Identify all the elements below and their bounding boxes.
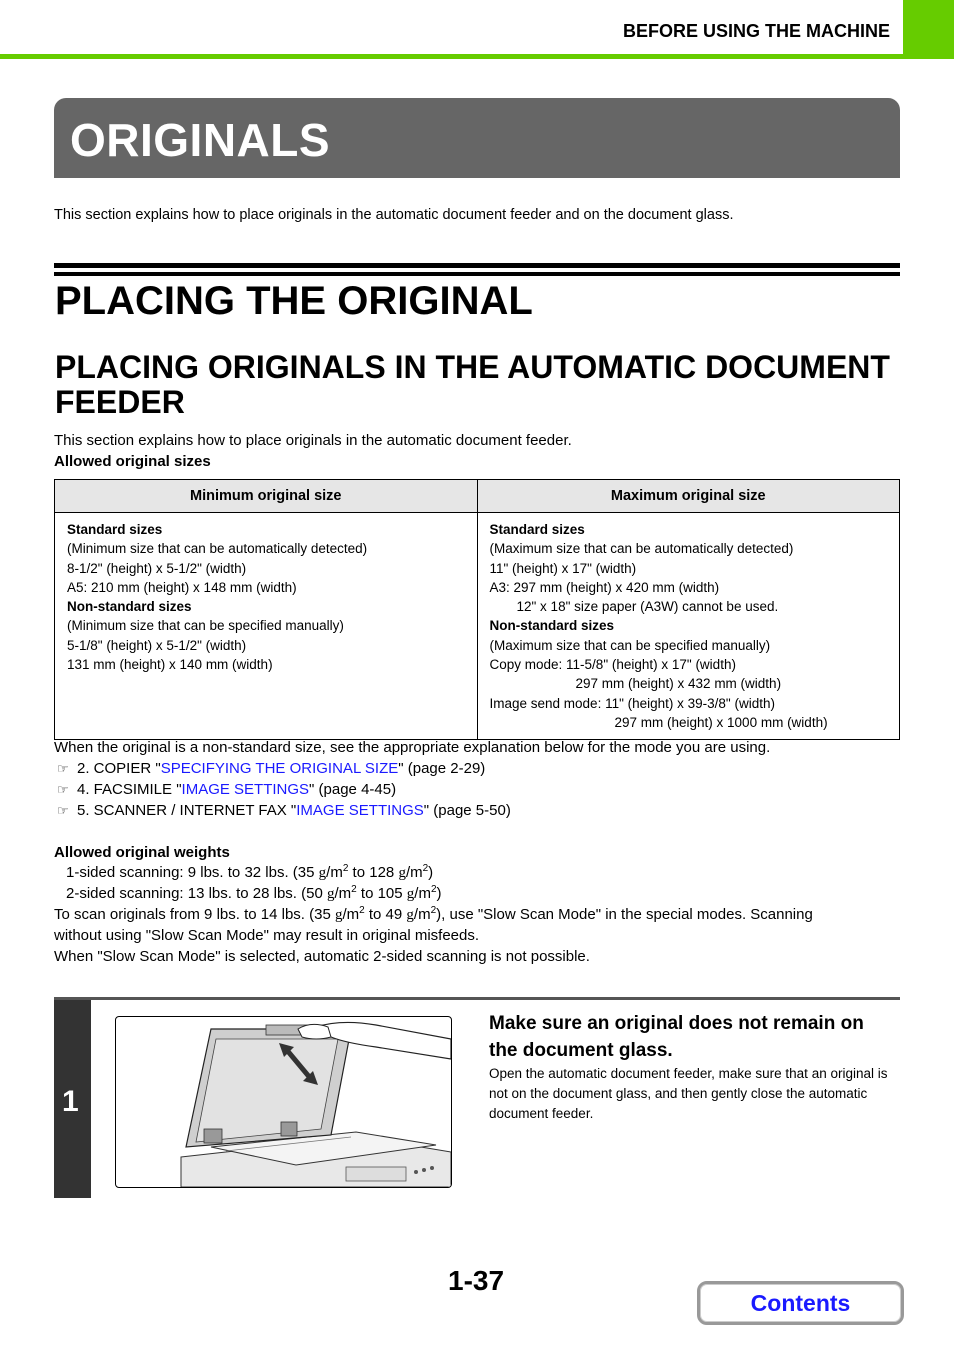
header-accent-block [903, 0, 954, 54]
link-image-settings-fax[interactable]: IMAGE SETTINGS [181, 781, 310, 798]
reference-text: 2. COPIER " [77, 760, 161, 777]
weight-text: ), use "Slow Scan Mode" in the special modes. Scanning [436, 906, 813, 923]
weight-unit: g [398, 865, 406, 881]
max-nonstd-note: (Maximum size that can be specified manually) [489, 637, 771, 653]
weight-text: to 105 [356, 885, 407, 902]
min-std-line: A5: 210 mm (height) x 148 mm (width) [67, 579, 297, 595]
min-std-line: 8-1/2" (height) x 5-1/2" (width) [67, 560, 247, 576]
weight-text: ) [436, 885, 442, 902]
weight-exponent: 2 [422, 863, 429, 874]
allowed-weights-label: Allowed original weights [54, 844, 230, 861]
reference-hand-icon: ☞ [57, 803, 69, 818]
contents-button[interactable]: Contents [697, 1281, 904, 1325]
max-std-line: A3: 297 mm (height) x 420 mm (width) [489, 579, 720, 595]
link-specifying-original-size[interactable]: SPECIFYING THE ORIGINAL SIZE [160, 760, 399, 777]
header-accent-line [0, 54, 954, 59]
weight-text: to 49 [364, 906, 407, 923]
section-heading: PLACING ORIGINALS IN THE AUTOMATIC DOCUMENT FEEDER [55, 349, 890, 420]
section-header-title: BEFORE USING THE MACHINE [622, 21, 890, 41]
min-size-cell [55, 513, 478, 740]
weight-text: 1-sided scanning: 9 lbs. to 32 lbs. (35 [66, 864, 319, 881]
max-std-line: 12" x 18" size paper (A3W) cannot be used. [516, 599, 779, 615]
weight-unit: /m [414, 885, 431, 902]
reference-facsimile [57, 779, 396, 800]
step-number: 1 [62, 1085, 79, 1118]
copy-mode-line: Copy mode: 11-5/8" (height) x 17" (width) [489, 657, 736, 673]
weight-unit: /m [326, 864, 343, 881]
reference-scanner [57, 800, 511, 821]
slow-scan-note-cont: without using "Slow Scan Mode" may result in original misfeeds. [54, 927, 480, 944]
max-size-cell [477, 513, 900, 740]
max-std-note: (Maximum size that can be automatically detected) [489, 541, 794, 557]
nonstandard-note: When the original is a non-standard size, see the appropriate explanation below for the mode you are using. [54, 739, 771, 756]
adf-open-illustration-svg [116, 1017, 451, 1187]
original-sizes-table [54, 479, 900, 740]
adf-intro: This section explains how to place originals in the automatic document feeder. [54, 432, 572, 449]
intro-paragraph: This section explains how to place originals in the automatic document feeder and on the document glass. [54, 207, 734, 223]
one-sided-weights [66, 862, 433, 884]
min-nonstd-note: (Minimum size that can be specified manually) [67, 618, 344, 634]
step-divider [54, 997, 900, 1000]
max-std-line: 11" (height) x 17" (width) [489, 560, 637, 576]
weight-text: 2-sided scanning: 13 lbs. to 28 lbs. (50 [66, 885, 327, 902]
min-std-label: Standard sizes [67, 522, 163, 537]
weight-unit: g [334, 907, 343, 923]
allowed-sizes-label: Allowed original sizes [54, 453, 211, 470]
weight-unit: /m [405, 864, 423, 881]
weight-exponent: 2 [430, 884, 437, 895]
reference-page: " (page 4-45) [309, 781, 397, 798]
weight-unit: g [327, 886, 335, 902]
reference-hand-icon: ☞ [57, 761, 69, 776]
reference-text: 4. FACSIMILE " [77, 781, 182, 798]
min-nonstd-label: Non-standard sizes [67, 599, 192, 615]
min-nonstd-line: 5-1/8" (height) x 5-1/2" (width) [67, 637, 247, 653]
heading-rule-bottom [54, 272, 900, 276]
slow-scan-note [54, 904, 813, 926]
weight-unit: g [318, 865, 327, 881]
weight-text: to 128 [348, 864, 399, 881]
send-mode-line: Image send mode: 11" (height) x 39-3/8" (width) [489, 695, 775, 711]
min-std-note: (Minimum size that can be automatically detected) [67, 541, 368, 557]
weight-text: To scan originals from 9 lbs. to 14 lbs. (35 [54, 906, 335, 923]
copy-mode-line: 297 mm (height) x 432 mm (width) [575, 676, 782, 692]
step-title: Make sure an original does not remain on the document glass. [489, 1013, 864, 1061]
chapter-title: ORIGINALS [70, 114, 331, 166]
link-image-settings-scanner[interactable]: IMAGE SETTINGS [296, 802, 424, 819]
step-description: Open the automatic document feeder, make sure that an original is not on the document glass, and then gently close the automatic document feeder. [489, 1066, 888, 1121]
heading-rule-top [54, 263, 900, 268]
weight-unit: /m [334, 885, 352, 902]
reference-text: 5. SCANNER / INTERNET FAX " [77, 802, 297, 819]
table-header-max: Maximum original size [477, 480, 900, 513]
table-header-min: Minimum original size [55, 480, 478, 513]
reference-page: " (page 2-29) [398, 760, 486, 777]
weight-exponent: 2 [342, 863, 349, 874]
max-nonstd-label: Non-standard sizes [489, 618, 615, 634]
reference-copier [57, 758, 485, 779]
weight-unit: g [406, 907, 414, 923]
two-sided-weights [66, 883, 442, 905]
weight-unit: g [406, 886, 415, 902]
weight-unit: /m [342, 906, 360, 923]
weight-exponent: 2 [351, 884, 357, 895]
min-nonstd-line: 131 mm (height) x 140 mm (width) [67, 657, 273, 673]
reference-page: " (page 5-50) [423, 802, 511, 819]
page-number: 1-37 [448, 1265, 505, 1296]
weight-exponent: 2 [430, 905, 437, 916]
send-mode-line: 297 mm (height) x 1000 mm (width) [614, 714, 828, 730]
adf-open-illustration [115, 1016, 452, 1188]
weight-unit: /m [413, 906, 431, 923]
weight-text: ) [428, 864, 434, 881]
reference-hand-icon: ☞ [57, 782, 69, 797]
page-heading: PLACING THE ORIGINAL [55, 279, 533, 323]
weight-exponent: 2 [359, 905, 365, 916]
two-sided-restriction: When "Slow Scan Mode" is selected, automatic 2-sided scanning is not possible. [54, 948, 590, 965]
max-std-label: Standard sizes [489, 522, 585, 537]
